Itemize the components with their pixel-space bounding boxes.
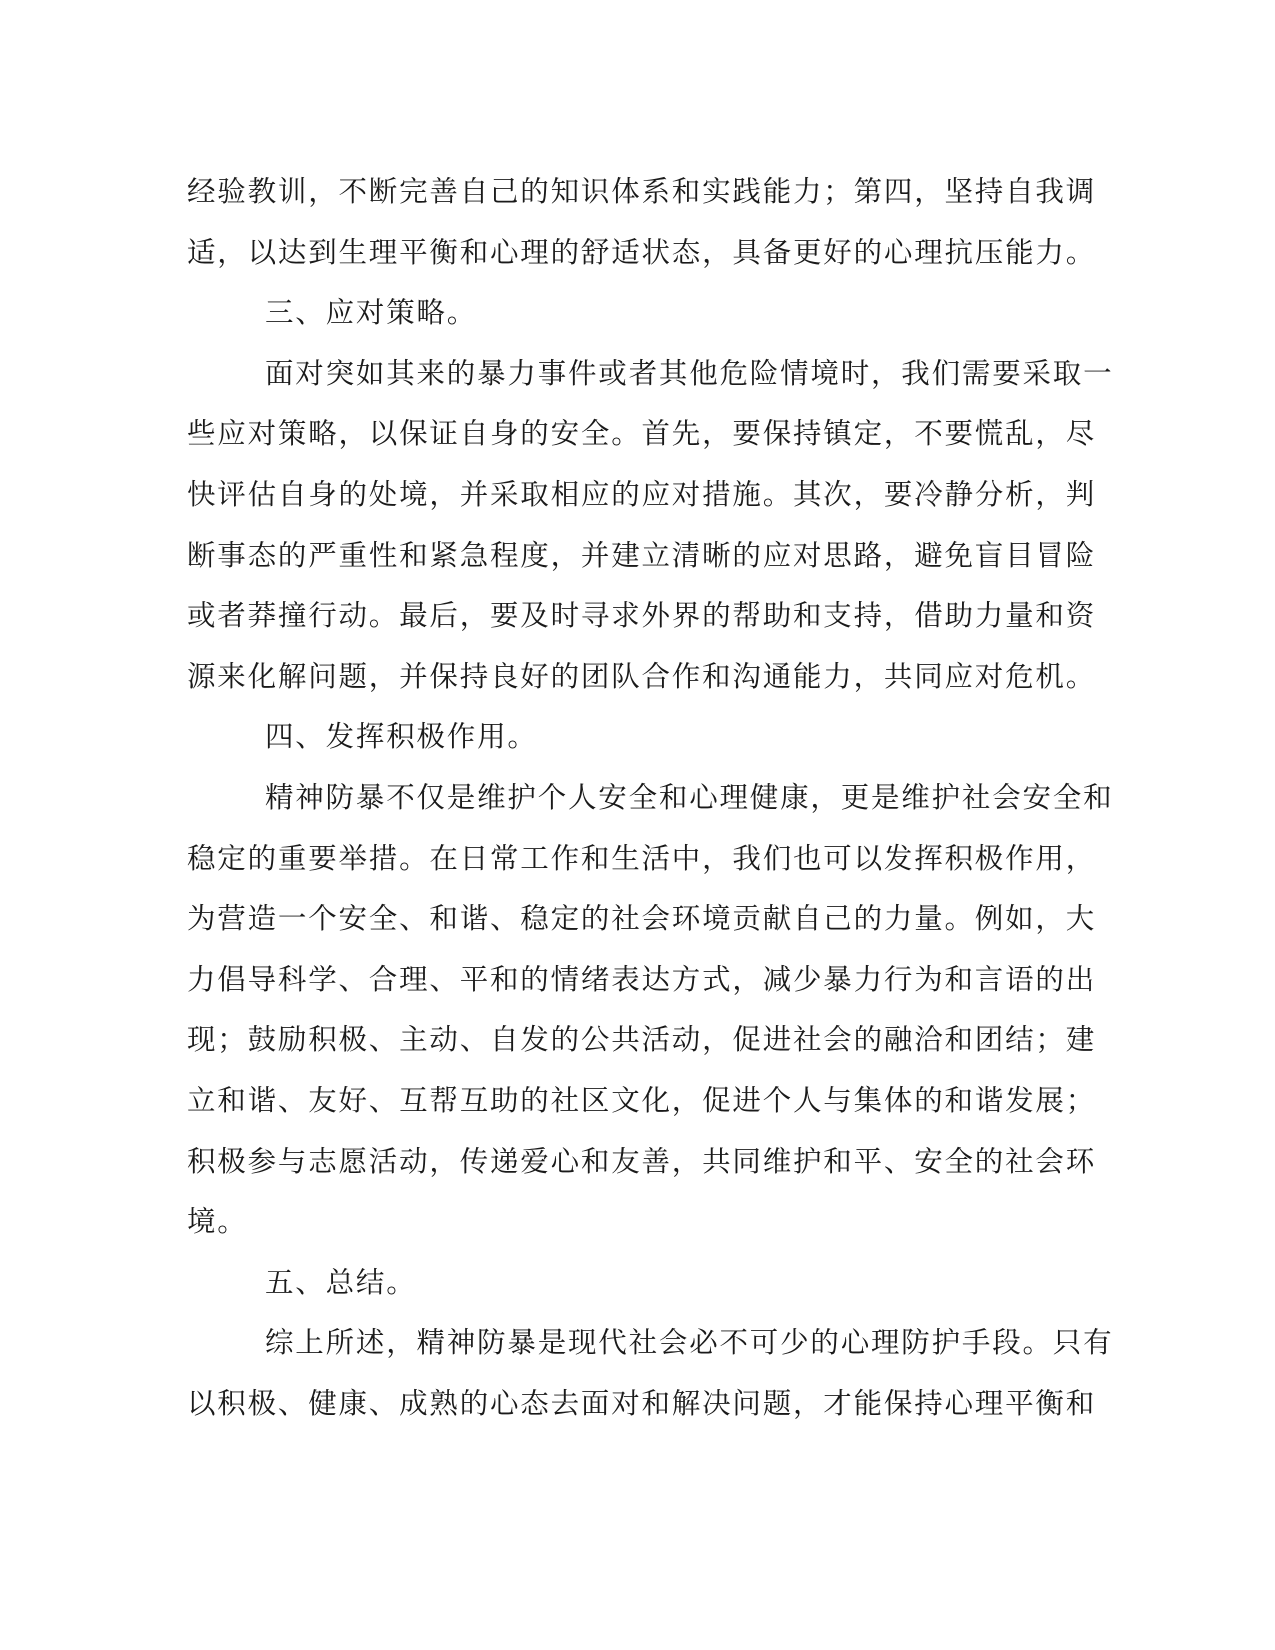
text-line: 力倡导科学、合理、平和的情绪表达方式，减少暴力行为和言语的出: [187, 962, 1097, 996]
text-line: 为营造一个安全、和谐、稳定的社会环境贡献自己的力量。例如，大: [187, 902, 1097, 936]
section-heading: 四、发挥积极作用。: [265, 720, 538, 754]
paragraph-start: 面对突如其来的暴力事件或者其他危险情境时，我们需要采取一: [265, 356, 1114, 390]
text-line: 现；鼓励积极、主动、自发的公共活动，促进社会的融洽和团结；建: [187, 1023, 1097, 1057]
section-heading: 五、总结。: [265, 1265, 417, 1299]
text-line: 稳定的重要举措。在日常工作和生活中，我们也可以发挥积极作用，: [187, 841, 1097, 875]
text-line: 积极参与志愿活动，传递爱心和友善，共同维护和平、安全的社会环: [187, 1144, 1097, 1178]
text-line: 适，以达到生理平衡和心理的舒适状态，具备更好的心理抗压能力。: [187, 235, 1097, 269]
document-body: [187, 162, 1114, 1434]
paragraph-start: 精神防暴不仅是维护个人安全和心理健康，更是维护社会安全和: [265, 780, 1114, 814]
text-line: 些应对策略，以保证自身的安全。首先，要保持镇定，不要慌乱，尽: [187, 417, 1097, 451]
paragraph-start: 综上所述，精神防暴是现代社会必不可少的心理防护手段。只有: [265, 1326, 1114, 1360]
text-line: 立和谐、友好、互帮互助的社区文化，促进个人与集体的和谐发展；: [187, 1083, 1097, 1117]
text-line: 快评估自身的处境，并采取相应的应对措施。其次，要冷静分析，判: [187, 477, 1097, 511]
text-line: 经验教训，不断完善自己的知识体系和实践能力；第四，坚持自我调: [187, 175, 1097, 208]
text-line: 以积极、健康、成熟的心态去面对和解决问题，才能保持心理平衡和: [187, 1386, 1097, 1420]
text-line: 或者莽撞行动。最后，要及时寻求外界的帮助和支持，借助力量和资: [187, 599, 1097, 633]
section-heading: 三、应对策略。: [265, 296, 478, 330]
text-line: 源来化解问题，并保持良好的团队合作和沟通能力，共同应对危机。: [187, 659, 1097, 693]
text-line: 境。: [187, 1205, 248, 1239]
text-line: 断事态的严重性和紧急程度，并建立清晰的应对思路，避免盲目冒险: [187, 538, 1097, 572]
